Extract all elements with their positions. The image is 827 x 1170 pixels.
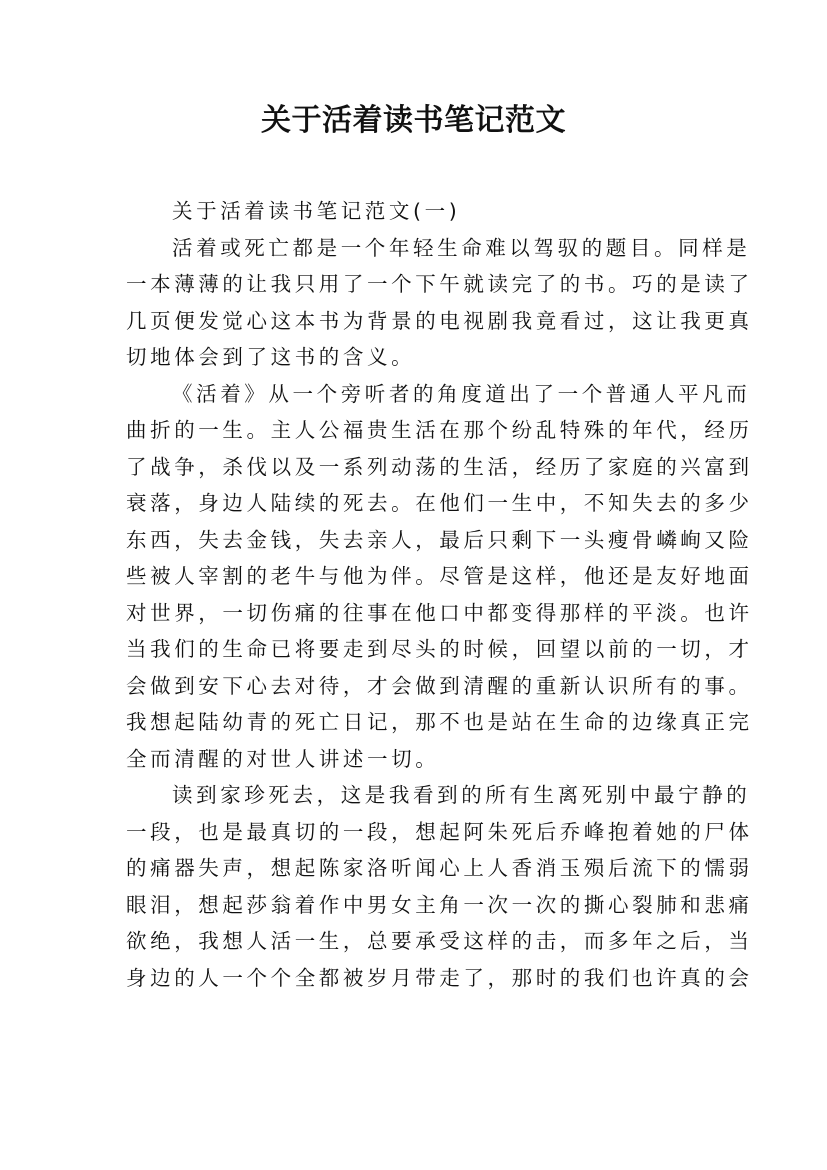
paragraph-line: 我想起陆幼青的死亡日记，那不也是站在生命的边缘真正完: [126, 710, 753, 734]
document-body: [126, 193, 753, 996]
paragraph-line: 了战争，杀伐以及一系列动荡的生活，经历了家庭的兴富到: [126, 454, 753, 479]
paragraph-line: 曲折的一生。主人公福贵生活在那个纷乱特殊的年代，经历: [126, 418, 753, 442]
paragraph-line: 读到家珍死去，这是我看到的所有生离死别中最宁静的: [172, 783, 751, 807]
paragraph-line: 一本薄薄的让我只用了一个下午就读完了的书。巧的是读了: [126, 272, 753, 296]
paragraph-line: 《活着》从一个旁听者的角度道出了一个普通人平凡而: [172, 381, 751, 406]
paragraph-line: 当我们的生命已将要走到尽头的时候，回望以前的一切，才: [126, 637, 753, 661]
document-title: 关于活着读书笔记范文: [261, 103, 566, 138]
section-heading: 关于活着读书笔记范文(一): [172, 199, 461, 223]
paragraph-line: 些被人宰割的老牛与他为伴。尽管是这样，他还是友好地面: [126, 564, 753, 588]
paragraph-line: 对世界，一切伤痛的往事在他口中都变得那样的平淡。也许: [126, 600, 753, 625]
paragraph-line: 切地体会到了这书的含义。: [126, 345, 416, 369]
paragraph-line: 的痛器失声，想起陈家洛听闻心上人香消玉殒后流下的懦弱: [126, 856, 753, 880]
paragraph-line: 欲绝，我想人活一生，总要承受这样的击，而多年之后，当: [126, 929, 753, 953]
paragraph-line: 东西，失去金钱，失去亲人，最后只剩下一头瘦骨嶙峋又险: [126, 527, 753, 552]
paragraph-line: 一段，也是最真切的一段，想起阿朱死后乔峰抱着她的尸体: [126, 819, 753, 844]
paragraph-line: 会做到安下心去对待，才会做到清醒的重新认识所有的事。: [126, 673, 753, 698]
paragraph-line: 几页便发觉心这本书为背景的电视剧我竟看过，这让我更真: [126, 308, 753, 333]
paragraph-line: 全而清醒的对世人讲述一切。: [126, 746, 440, 771]
paragraph-line: 身边的人一个个全都被岁月带走了，那时的我们也许真的会: [126, 965, 753, 990]
paragraph-line: 衰落，身边人陆续的死去。在他们一生中，不知失去的多少: [126, 491, 753, 515]
paragraph-line: 活着或死亡都是一个年轻生命难以驾驭的题目。同样是: [172, 235, 751, 260]
paragraph-line: 眼泪，想起莎翁着作中男女主角一次一次的撕心裂肺和悲痛: [126, 892, 753, 917]
